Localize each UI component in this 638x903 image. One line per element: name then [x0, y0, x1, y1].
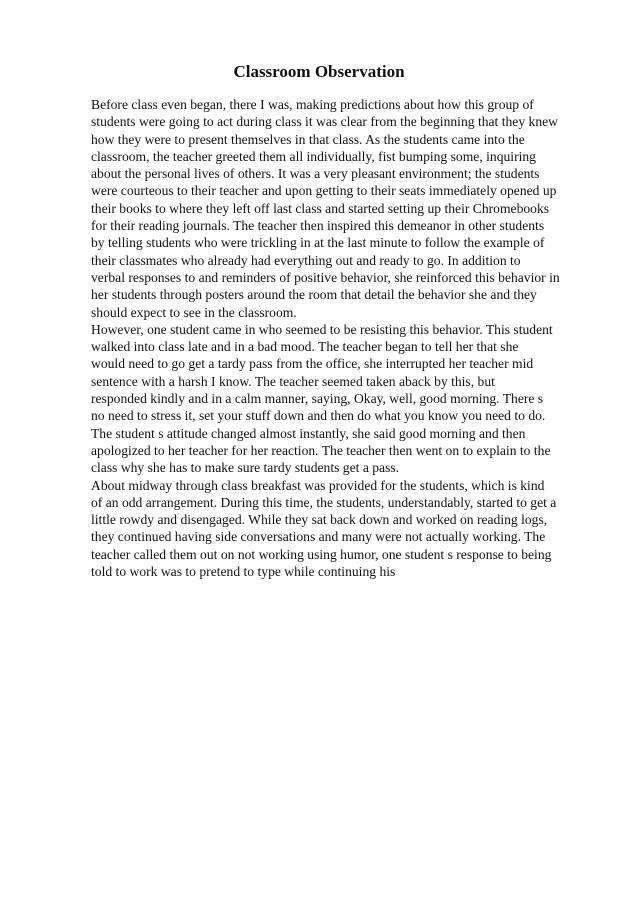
text-line: apologized to her teacher for her reaction. The teacher then went on to explain to the — [91, 442, 551, 458]
text-line: no need to stress it, set your stuff down and then do what you know you need to do. — [91, 408, 546, 424]
text-line: about the personal lives of others. It was a very pleasant environment; the students — [91, 166, 540, 182]
document-title: Classroom Observation — [233, 62, 405, 81]
text-line: her students through posters around the room that detail the behavior she and they — [91, 287, 537, 303]
text-line: they continued having side conversations and many were not actually working. The — [91, 529, 546, 545]
text-line: teacher called them out on not working using humor, one student s response to being — [91, 546, 552, 562]
text-line: responded kindly and in a calm manner, saying, Okay, well, good morning. There s — [91, 391, 544, 407]
text-line: However, one student came in who seemed to be resisting this behavior. This student — [91, 321, 553, 337]
text-line: their books to where they left off last class and started setting up their Chromebooks — [91, 200, 550, 216]
text-line: walked into class late and in a bad mood. The teacher began to tell her that she — [91, 339, 519, 355]
text-line: sentence with a harsh I know. The teacher seemed taken aback by this, but — [91, 373, 495, 389]
text-line: for their reading journals. The teacher then inspired this demeanor in other students — [91, 218, 545, 234]
text-line: classroom, the teacher greeted them all individually, fist bumping some, inquiring — [91, 148, 536, 164]
text-line: of an odd arrangement. During this time, the students, understandably, started to get a — [91, 494, 557, 510]
text-line: About midway through class breakfast was provided for the students, which is kind — [91, 477, 545, 493]
text-line: little rowdy and disengaged. While they sat back down and worked on reading logs, — [91, 512, 548, 528]
text-line: would need to go get a tardy pass from the office, she interrupted her teacher mid — [91, 356, 534, 372]
document-body — [91, 96, 591, 580]
text-line: were courteous to their teacher and upon getting to their seats immediately opened up — [91, 183, 557, 199]
text-line: should expect to see in the classroom. — [91, 304, 297, 320]
text-line: how they were to present themselves in that class. As the students came into the — [91, 131, 525, 147]
text-line: The student s attitude changed almost instantly, she said good morning and then — [91, 425, 526, 441]
text-line: students were going to act during class it was clear from the beginning that they knew — [91, 114, 558, 130]
text-line: class why she has to make sure tardy students get a pass. — [91, 460, 400, 476]
text-line: verbal responses to and reminders of positive behavior, she reinforced this behavior in — [91, 269, 560, 285]
text-line: by telling students who were trickling in at the last minute to follow the example of — [91, 235, 545, 251]
text-line: told to work was to pretend to type while continuing his — [91, 564, 396, 580]
text-line: their classmates who already had everything out and ready to go. In addition to — [91, 252, 521, 268]
text-line: Before class even began, there I was, making predictions about how this group of — [91, 97, 534, 112]
